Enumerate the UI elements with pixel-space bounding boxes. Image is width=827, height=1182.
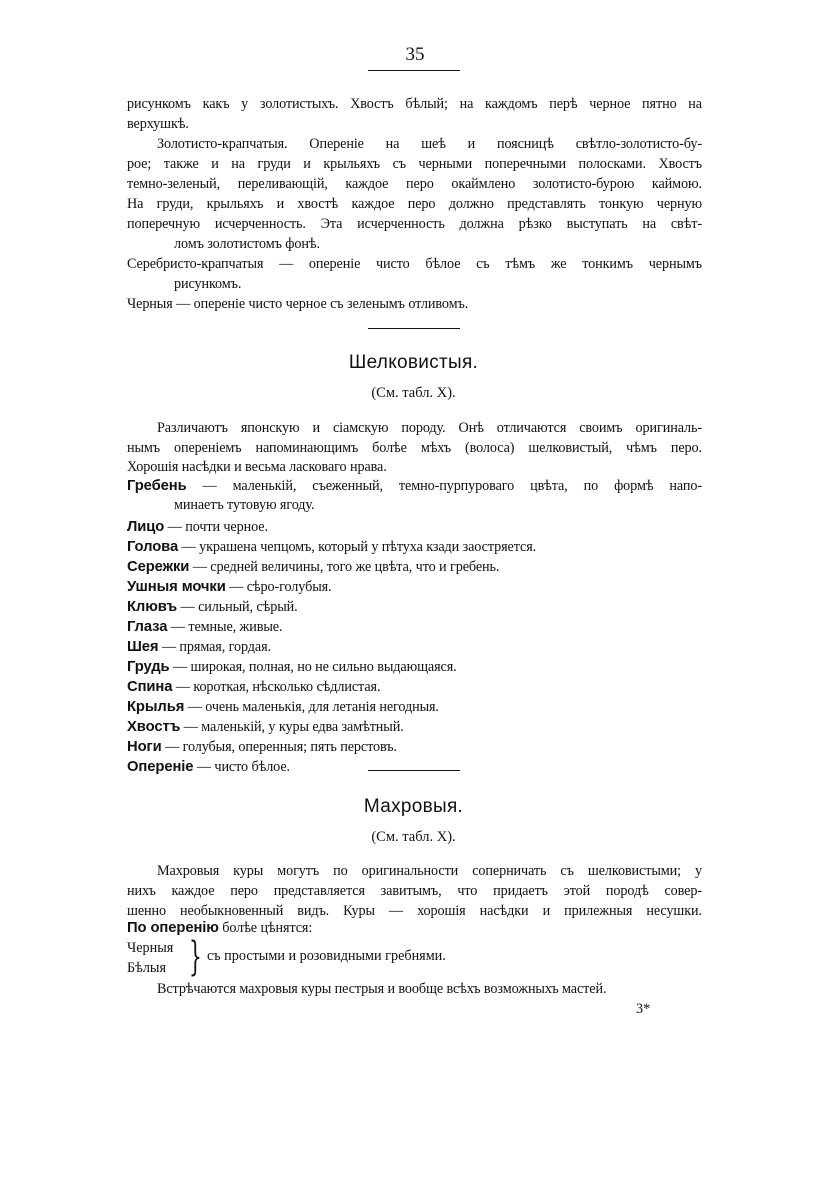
silky-para-line-1: Различаютъ японскую и сіамскую породу. Онѣ отличаются своимъ оригиналь- xyxy=(157,420,702,436)
trait-term: Голова xyxy=(127,539,179,555)
trait-row xyxy=(127,637,271,657)
intro-line-1: рисункомъ какъ у золотистыхъ. Хвостъ бѣлый; на каждомъ перѣ черное пятно на xyxy=(127,96,702,112)
valued-text: болѣе цѣнятся: xyxy=(218,920,313,936)
trait-term: Лицо xyxy=(127,519,165,535)
header-rule xyxy=(368,70,460,71)
trait-row xyxy=(127,557,499,577)
trait-text: — почти черное. xyxy=(164,519,268,535)
color-list xyxy=(127,938,173,978)
silky-comb-line-2: минаетъ тутовую ягоду. xyxy=(174,497,315,513)
trait-row xyxy=(127,697,439,717)
silky-para-line-3: Хорошія насѣдки и весьма ласковаго нрава. xyxy=(127,459,387,475)
trait-row xyxy=(127,537,536,557)
trait-text: — сильный, сѣрый. xyxy=(177,599,298,615)
trait-text: — маленькій, у куры едва замѣтный. xyxy=(180,719,404,735)
trait-text: — прямая, гордая. xyxy=(158,639,271,655)
valued-term: По оперенію xyxy=(127,920,219,936)
trait-row xyxy=(127,677,380,697)
silky-heading: Шелковистыя. xyxy=(348,352,479,373)
trait-row xyxy=(127,717,404,737)
trait-row xyxy=(127,577,332,597)
frizzle-valued-line xyxy=(127,918,312,938)
silver-spangled-line-1: Серебристо-крапчатыя — опереніе чисто бѣлое съ тѣмъ же тонкимъ чернымъ xyxy=(127,256,702,272)
trait-row xyxy=(127,737,397,757)
gold-spangled-line-5: поперечную исчерченность. Эта исчерченность должна рѣзко выступать на свѣт- xyxy=(127,216,702,232)
trait-text: — чисто бѣлое. xyxy=(193,759,290,775)
trait-term: Гребень xyxy=(127,478,187,494)
gold-spangled-line-1: Золотисто-крапчатыя. Опереніе на шеѣ и поясницѣ свѣтло-золотисто-бу- xyxy=(157,136,702,152)
trait-text: — темные, живые. xyxy=(167,619,283,635)
brace-text: съ простыми и розовидными гребнями. xyxy=(207,948,446,964)
section-rule-2 xyxy=(368,770,460,771)
trait-term: Спина xyxy=(127,679,173,695)
silky-comb-line xyxy=(127,476,702,496)
trait-term: Опереніе xyxy=(127,759,194,775)
trait-term: Сережки xyxy=(127,559,190,575)
trait-term: Клювъ xyxy=(127,599,178,615)
color-black: Черныя xyxy=(127,940,174,956)
trait-text: — средней величины, того же цвѣта, что и гребень. xyxy=(189,559,500,575)
trait-term: Грудь xyxy=(127,659,170,675)
frizzle-para-line-1: Махровыя куры могутъ по оригинальности соперничать съ шелковистыми; у xyxy=(157,863,702,879)
trait-text: — украшена чепцомъ, который у пѣтуха кзади заостряется. xyxy=(178,539,537,555)
silver-spangled-line-2: рисункомъ. xyxy=(174,276,242,292)
signature-mark: 3* xyxy=(636,1001,651,1017)
frizzle-closing-line: Встрѣчаются махровыя куры пестрыя и вообще всѣхъ возможныхъ мастей. xyxy=(157,981,607,997)
trait-row xyxy=(127,757,290,777)
trait-text: — маленькій, съеженный, темно-пурпуроваго цвѣта, по формѣ напо- xyxy=(186,478,702,494)
color-white: Бѣлыя xyxy=(127,960,166,976)
frizzle-para-line-2: нихъ каждое перо представляется завитымъ, что придаетъ этой породѣ совер- xyxy=(127,883,702,899)
silky-table-ref: (См. табл. X). xyxy=(371,385,456,401)
trait-row xyxy=(127,657,457,677)
gold-spangled-line-3: темно-зеленый, переливающій, каждое перо окаймлено золотисто-бурою каймою. xyxy=(127,176,702,192)
curly-brace-icon: } xyxy=(189,934,202,980)
trait-text: — широкая, полная, но не сильно выдающаяся. xyxy=(169,659,457,675)
trait-term: Хвостъ xyxy=(127,719,181,735)
trait-row xyxy=(127,597,298,617)
trait-text: — сѣро-голубыя. xyxy=(225,579,332,595)
trait-term: Шея xyxy=(127,639,159,655)
section-rule-1 xyxy=(368,328,460,329)
gold-spangled-line-6: ломъ золотистомъ фонѣ. xyxy=(174,236,320,252)
black-variety-line: Черныя — опереніе чисто черное съ зеленымъ отливомъ. xyxy=(127,296,469,312)
trait-row xyxy=(127,517,268,537)
trait-text: — голубыя, оперенныя; пять перстовъ. xyxy=(161,739,397,755)
trait-row xyxy=(127,617,282,637)
silky-para-line-2: нымъ опереніемъ напоминающимъ болѣе мѣхъ (волоса) шелковистый, чѣмъ перо. xyxy=(127,440,702,456)
trait-term: Ноги xyxy=(127,739,162,755)
trait-term: Глаза xyxy=(127,619,168,635)
trait-term: Ушныя мочки xyxy=(127,579,226,595)
trait-term: Крылья xyxy=(127,699,185,715)
gold-spangled-line-2: рое; также и на груди и крыльяхъ съ черными поперечными полосками. Хвостъ xyxy=(127,156,702,172)
page-number: 35 xyxy=(405,44,425,65)
frizzle-heading: Махровыя. xyxy=(363,796,464,817)
gold-spangled-line-4: На груди, крыльяхъ и хвостѣ каждое перо должно представлять тонкую черную xyxy=(127,196,702,212)
trait-text: — очень маленькія, для летанія негодныя. xyxy=(184,699,439,715)
trait-text: — короткая, нѣсколько сѣдлистая. xyxy=(172,679,381,695)
intro-line-2: верхушкѣ. xyxy=(127,116,189,132)
frizzle-para-line-3: шенно необыкновенный видъ. Куры — хорошія насѣдки и прилежныя несушки. xyxy=(127,903,702,919)
frizzle-table-ref: (См. табл. X). xyxy=(371,829,456,845)
